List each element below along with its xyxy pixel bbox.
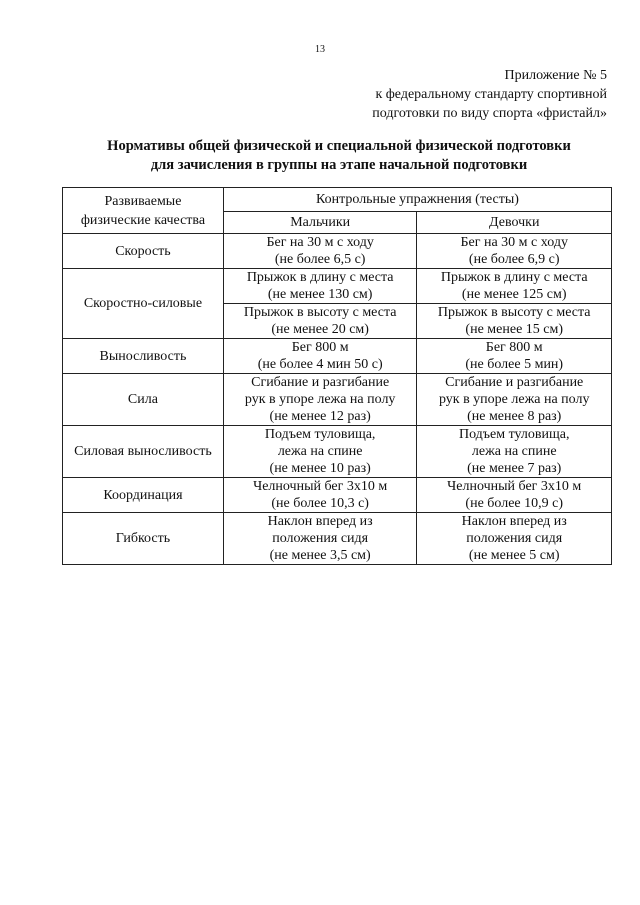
norms-table (62, 187, 612, 565)
girls-norm-cell (417, 478, 612, 513)
boys-norm-cell (223, 426, 417, 478)
girls-norm-cell-line: положения сидя (466, 531, 563, 546)
boys-norm-cell-line: рук в упоре лежа на полу (244, 392, 396, 407)
girls-norm-cell-line: Подъем туловища, (458, 427, 570, 442)
header-tests: Контрольные упражнения (тесты) (223, 188, 611, 212)
girls-norm-cell-line: Бег 800 м (485, 340, 543, 355)
boys-norm-cell-line: Бег на 30 м с ходу (266, 235, 374, 250)
boys-norm-cell-line: Подъем туловища, (264, 427, 376, 442)
boys-norm-cell-line: (не менее 130 см) (267, 287, 373, 302)
table-row (63, 234, 612, 269)
header-qualities (63, 188, 224, 234)
boys-norm-cell-line: положения сидя (272, 531, 369, 546)
girls-norm-cell (417, 426, 612, 478)
quality-cell: Сила (63, 374, 224, 426)
table-row (63, 374, 612, 426)
girls-norm-cell-line: (не менее 5 см) (468, 548, 560, 563)
header-qualities-line: Развиваемые (104, 193, 182, 209)
girls-norm-cell-line: Сгибание и разгибание (445, 375, 584, 390)
header-girls: Девочки (417, 212, 612, 234)
girls-norm-cell-line: Прыжок в высоту с места (437, 305, 591, 320)
appendix-line: Приложение № 5 (504, 68, 607, 83)
girls-norm-cell-line: Прыжок в длину с места (440, 270, 588, 285)
table-row (63, 269, 612, 304)
page-number: 13 (315, 44, 325, 55)
boys-norm-cell-line: (не более 6,5 с) (274, 252, 366, 267)
appendix-header (372, 66, 607, 123)
girls-norm-cell-line: (не более 10,9 с) (465, 496, 564, 511)
quality-cell: Скоростно-силовые (63, 269, 224, 339)
header-qualities-line: физические качества (80, 212, 206, 228)
boys-norm-cell-line: Бег 800 м (291, 340, 349, 355)
girls-norm-cell-line: Бег на 30 м с ходу (460, 235, 568, 250)
girls-norm-cell (417, 304, 612, 339)
table-row (63, 426, 612, 478)
table-row (63, 478, 612, 513)
boys-norm-cell (223, 339, 417, 374)
boys-norm-cell-line: (не более 4 мин 50 с) (257, 357, 383, 372)
girls-norm-cell (417, 234, 612, 269)
girls-norm-cell-line: (не менее 125 см) (461, 287, 567, 302)
girls-norm-cell-line: Наклон вперед из (461, 514, 567, 529)
girls-norm-cell-line: Челночный бег 3х10 м (447, 479, 582, 494)
boys-norm-cell-line: Прыжок в высоту с места (243, 305, 397, 320)
quality-cell: Координация (63, 478, 224, 513)
girls-norm-cell-line: (не менее 7 раз) (467, 461, 562, 476)
boys-norm-cell (223, 374, 417, 426)
girls-norm-cell-line: рук в упоре лежа на полу (438, 392, 590, 407)
appendix-line: подготовки по виду спорта «фристайл» (372, 106, 607, 121)
girls-norm-cell (417, 374, 612, 426)
quality-cell: Скорость (63, 234, 224, 269)
header-boys: Мальчики (223, 212, 417, 234)
girls-norm-cell (417, 339, 612, 374)
girls-norm-cell (417, 269, 612, 304)
table-row (63, 513, 612, 565)
quality-cell: Гибкость (63, 513, 224, 565)
boys-norm-cell (223, 478, 417, 513)
girls-norm-cell-line: (не менее 15 см) (465, 322, 564, 337)
boys-norm-cell-line: Наклон вперед из (267, 514, 373, 529)
title-line: Нормативы общей физической и специальной физической подготовки (107, 138, 571, 154)
boys-norm-cell-line: (не менее 10 раз) (269, 461, 371, 476)
girls-norm-cell (417, 513, 612, 565)
boys-norm-cell-line: Сгибание и разгибание (251, 375, 390, 390)
boys-norm-cell-line: (не более 10,3 с) (271, 496, 369, 511)
girls-norm-cell-line: (не менее 8 раз) (467, 409, 562, 424)
table-row (63, 339, 612, 374)
boys-norm-cell (223, 513, 417, 565)
appendix-line: к федеральному стандарту спортивной (375, 87, 607, 102)
boys-norm-cell-line: (не менее 20 см) (271, 322, 369, 337)
table-header-row (63, 188, 612, 212)
boys-norm-cell-line: (не менее 12 раз) (269, 409, 371, 424)
boys-norm-cell-line: лежа на спине (277, 444, 363, 459)
boys-norm-cell (223, 269, 417, 304)
title-line: для зачисления в группы на этапе начальной подготовки (150, 157, 528, 173)
table-body (63, 234, 612, 565)
girls-norm-cell-line: (не более 5 мин) (465, 357, 564, 372)
girls-norm-cell-line: (не более 6,9 с) (468, 252, 560, 267)
boys-norm-cell (223, 234, 417, 269)
quality-cell: Выносливость (63, 339, 224, 374)
quality-cell: Силовая выносливость (63, 426, 224, 478)
boys-norm-cell (223, 304, 417, 339)
boys-norm-cell-line: Челночный бег 3х10 м (253, 479, 388, 494)
document-title (0, 137, 640, 175)
girls-norm-cell-line: лежа на спине (471, 444, 557, 459)
boys-norm-cell-line: Прыжок в длину с места (246, 270, 394, 285)
boys-norm-cell-line: (не менее 3,5 см) (269, 548, 371, 563)
